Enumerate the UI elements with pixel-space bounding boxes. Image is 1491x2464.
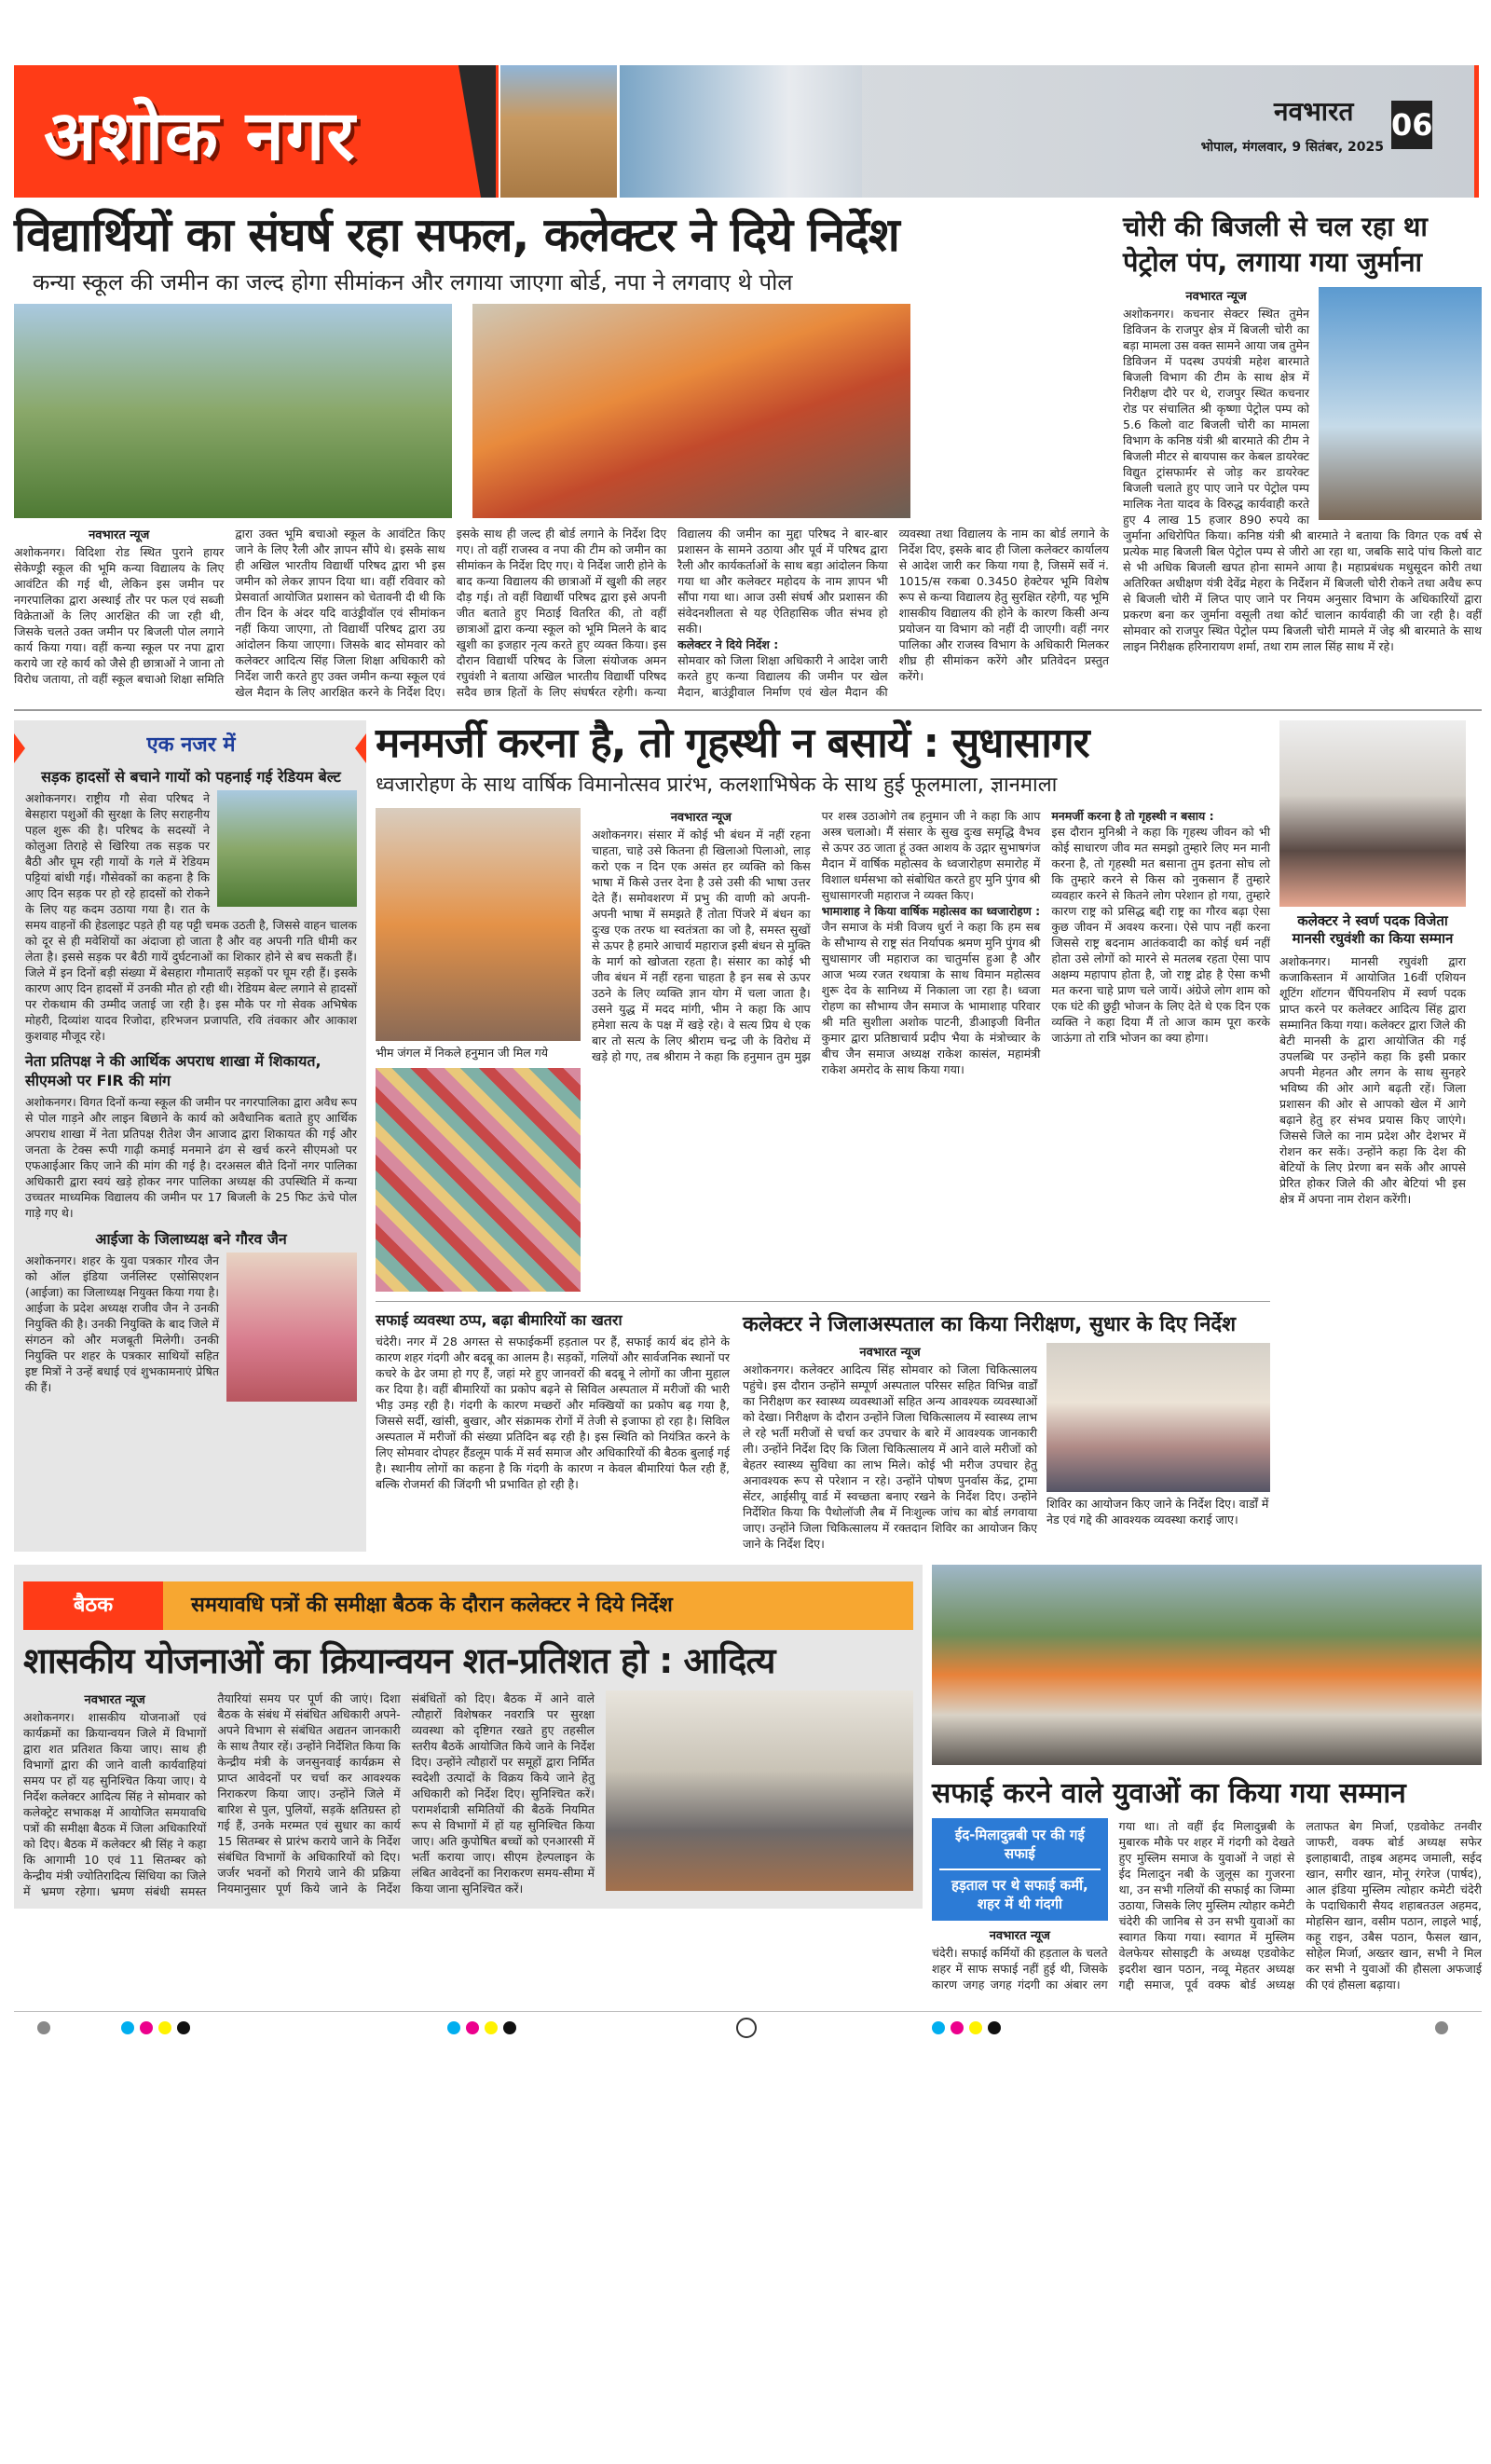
hospital-headline: कलेक्टर ने जिलाअस्पताल का किया निरीक्षण, सुधार के दिए निर्देश: [743, 1312, 1237, 1336]
yellow-swatch: [969, 2021, 982, 2034]
hospital-inspection-photo: [1046, 1343, 1270, 1492]
sermon-photo-caption: भीम जंगल में निकले हनुमान जी मिल गये: [376, 1045, 549, 1060]
masthead-rule: [1474, 65, 1479, 198]
dateline: भोपाल, मंगलवार, 9 सितंबर, 2025: [1200, 140, 1384, 155]
lead-subheadline: कन्या स्कूल की जमीन का जल्द होगा सीमांकन और लगाया जाएगा बोर्ड, नपा ने लगवाए थे पोल: [33, 268, 793, 295]
glance-item1-headline: सड़क हादसों से बचाने गायों को पहनाई गई रेडियम बेल्ट: [41, 767, 341, 786]
youth-group-photo: [932, 1565, 1482, 1765]
honor-text: [932, 1818, 1482, 1992]
electricity-body: अशोकनगर। कचनार सेक्टर स्थित तुमेन डिविजन के राजपुर क्षेत्र में बिजली चोरी का बड़ा मामला उस वक्त सामने आया जब तुमेन डिविजन में पदस्थ उपयंत्री महेश बारमाते बिजली विभाग की टीम के साथ क्षेत्र में निरीक्षण दौरे पर थे, राजपुर स्थित कचनार रोड पर संचालित श्री कृष्णा पेट्रोल पम्प को 5.6 किलो वाट बिजली चोरी का मामला विभाग के कनिष्ठ यंत्री श्री बारमाते की टीम ने बिजली मीटर से बायपास कर केबल डायरेक्ट विद्युत ट्रांसफार्मर से जोड़ कर डायरेक्ट बिजली चलाते हुए पाए जाने पर पेट्रोल पम्प मालिक नेता यादव के विरुद्ध कार्यवाही करते हुए 4 लाख 15 हजार 890 रुपये का जुर्माना अधिरोपित किया। कनिष्ठ यंत्री श्री बारमाते ने बताया कि विगत एक वर्ष से प्रत्येक माह बिजली बिल पेट्रोल पम्प से जीरो आ रहा था, जबकि सादे पांच किलो वाट से भी अधिक बिजली खपत होना सामने आया है। महाप्रबंधक मधुसूदन कोरी तथा अतिरिक्त अधीक्षण यंत्री देवेंद्र मेहरा के निर्देशन में बिजली चोरी रोकने तथा अवैध रूप से बिजली चोरी में लिप्त पाए जाने पर नियम अनुसार विभाग के अधिकारियों द्वारा प्रकरण बना कर जुर्माना वसूली तथा कोर्ट चालान कार्यवाही की जा रही है। वहीं सोमवार को राजपुर स्थित पेट्रोल पम्प बिजली चोरी मामले में जेइ श्री बारमाते के साथ लाइन निरीक्षक हरिनारायण शर्मा, तथा राम लाल सिंह साथ में रहे।: [1123, 307, 1482, 653]
monument-photo: [500, 65, 617, 198]
glance-title: एक नजर में: [146, 732, 236, 757]
black-swatch: [988, 2021, 1001, 2034]
lead-body-2: सोमवार को जिला शिक्षा अधिकारी ने आदेश जारी करते हुए कन्या विद्यालय की जमीन पर खेल मैदान, बाउंड्रीवाल निर्माण एवं खेल मैदान की व्यवस्था तथा विद्यालय के नाम का बोर्ड लगाने के निर्देश दिए, इसके बाद ही जिला कलेक्टर कार्यालय से आदेश जारी कर किया गया है, जिसमें सर्वे नं. 1015/स रकबा 0.3450 हेक्टेयर भूमि विशेष रूप से कन्या विद्यालय हेतु सुरक्षित रहेगी, यह भूमि शासकीय विद्यालय की होने के कारण किसी अन्य प्रयोजन या विभाग को नहीं दी जाएगी। वहीं नगर पालिका और राजस्व विभाग के अधिकारी मिलकर शीघ्र ही सीमांकन करेंगे और प्रतिवेदन प्रस्तुत करेंगे।: [677, 526, 1109, 699]
glance-item1-body: अशोकनगर। राष्ट्रीय गौ सेवा परिषद ने बेसहारा पशुओं की सुरक्षा के लिए सराहनीय पहल शुरू की है। परिषद के सदस्यों ने कोलुआ तिराहे से खिरिया तक सड़क पर बैठी और घूम रही गायों के गले में रेडियम पट्टियां बांधी गई। गौसेवकों का कहना है कि आए दिन सड़क पर हो रहे हादसों को रोकने के लिए यह कदम उठाया गया है। रात के समय वाहनों की हेडलाइट पड़ते ही यह पट्टी चमक उठती है, जिससे वाहन चालक को दूर से ही मवेशियों का अंदाजा हो जाता है और वह अपनी गति धीमी कर लेता है। इससे सड़क पर बैठी गायें दुर्घटनाओं का शिकार होने से बच सकती हैं। जिले में इन दिनों बड़ी संख्या में बेसहारा गौमाताएँ सड़कों पर घूम रही हैं। इसके कारण आए दिन हादसों में उनकी मौत हो रही थी। रेडियम बेल्ट लगाने से हादसों पर रोकथाम की उम्मीद जताई जा रही है। इस मौके पर गो सेवक अभिषेक मोहरी, दिव्यांश यादव रिजोदा, हरिभजन प्रजापति, रवि तंवकार और आकाश कुशवाह मौजूद रहे।: [25, 790, 357, 1043]
sanitation-headline: सफाई व्यवस्था ठप्प, बढ़ा बीमारियों का खतरा: [376, 1310, 622, 1329]
meeting-headline: शासकीय योजनाओं का क्रियान्वयन शत-प्रतिशत हो : आदित्य: [23, 1639, 775, 1681]
medal-winner-photo: [1279, 720, 1466, 907]
lead-story: [14, 209, 1109, 700]
glance-sidebar: [14, 720, 366, 1552]
black-swatch: [177, 2021, 190, 2034]
center-column: [366, 720, 1279, 1552]
electricity-headline: चोरी की बिजली से चल रहा था पेट्रोल पंप, लगाया गया जुर्माना: [1123, 211, 1428, 278]
meeting-kicker-bar: [23, 1581, 913, 1630]
bottom-row: [14, 1565, 1482, 1992]
yellow-swatch: [485, 2021, 498, 2034]
hospital-story: [743, 1309, 1270, 1552]
arrow-right-icon: [14, 733, 25, 763]
sermon-headline: मनमर्जी करना है, तो गृहस्थी न बसायें : सुधासागर: [376, 719, 1089, 767]
medal-body: अशोकनगर। मानसी रघुवंशी द्वारा कजाकिस्तान में आयोजित 16वीं एशियन शूटिंग शॉटगन चैंपियनशिप में स्वर्ण पदक प्राप्त करने पर कलेक्टर आदित्य सिंह द्वारा सम्मानित किया गया। कलेक्टर द्वारा जिले की बेटी मानसी के द्वारा आयोजित की गई उपलब्धि पर उन्होंने कहा कि इसी प्रकार अपनी मेहनत और लगन के साथ सुनहरे भविष्य की ओर आगे बढ़ती रहें। जिला प्रशासन की ओर से आपको खेल में आगे बढ़ाने हेतु हर संभव प्रयास किए जाएंगे। जिससे जिले का नाम प्रदेश और देशभर में रोशन कर सकें। उन्होंने कहा कि देश की बेटियों के लिए प्रेरणा बन सकें और आपसे प्रेरित होकर जिले की और बेटियां भी इस क्षेत्र में अपना नाम रोशन करेंगी।: [1279, 953, 1466, 1206]
monk-photo: [376, 808, 581, 1041]
lead-headline: विद्यार्थियों का संघर्ष रहा सफल, कलेक्टर ने दिये निर्देश: [14, 208, 899, 262]
section-title: अशोक नगर: [44, 96, 357, 176]
sermon-photo-column: [376, 808, 581, 1292]
middle-row: [14, 720, 1482, 1552]
sermon-subheadline: ध्वजारोहण के साथ वार्षिक विमानोत्सव प्रारंभ, कलशाभिषेक के साथ हुई फूलमाला, ज्ञानमाला: [376, 773, 1058, 798]
meeting-room-photo: [606, 1691, 913, 1891]
sermon-body-2: जैन समाज के मंत्री विजय धुर्रा ने कहा कि हम सब के सौभाग्य से राष्ट्र संत निर्यापक श्रमण मुनि पुंगव श्री सुधासागर जी महाराज का चातुर्मास हुआ है और आज भव्य रजत रथयात्रा के साथ विमान महोत्सव शुरू देव के सानिध्य में निकाला जा रहा है। ध्वजा रोहण का सौभाग्य जैन समाज के भामाशाह परिवार श्री मति सुशीला अशोक पाटनी, डीआइजी विनीत कुमार द्वारा प्रतिष्ठाचार्य प्रदीप भैया के मंत्रोच्चार के बीच जैन समाज अध्यक्ष राकेश कासंल, महामंत्री राकेश अमरोद के साथ किया गया।: [821, 919, 1041, 1076]
meeting-body: अशोकनगर। शासकीय योजनाओं एवं कार्यक्रमों का क्रियान्वयन जिले में विभागों द्वारा शत प्रतिशत किया जाए। साथ ही विभागों द्वारा की जाने वाली कार्यवाहियां समय पर हों यह सुनिश्चित किया जाए। ये निर्देश कलेक्टर आदित्य सिंह ने सोमवार को कलेक्ट्रेट सभाकक्ष में आयोजित समयावधि पत्रों की समीक्षा बैठक में जिला अधिकारियों को दिए। बैठक में कलेक्टर श्री सिंह ने कहा कि आगामी 10 एवं 11 सितम्बर को केन्द्रीय मंत्री ज्योतिरादित्य सिंधिया का जिले में भ्रमण रहेगा। भ्रमण संबंधी समस्त तैयारियां समय पर पूर्ण की जाएं। दिशा बैठक के संबंध में संबंधित अधिकारी अपने-अपने विभाग से संबंधित अद्यतन जानकारी के साथ तैयार रहें। उन्होंने निर्देशित किया कि केन्द्रीय मंत्री के जनसुनवाई कार्यक्रम से प्राप्त आवेदनों पर चर्चा कर आवश्यक निराकरण किया जाए। उन्होंने जिले में बारिश से पुल, पुलियों, सड़कें क्षतिग्रस्त हो गई हैं, उनके मरम्मत एवं सुधार का कार्य 15 सितम्बर से प्रारंभ कराये जाने के निर्देश संबंधित विभागों के अधिकारियों को दिए। जर्जर भवनों को गिराये जाने की प्रक्रिया नियमानुसार पूर्ण किये जाने के निर्देश संबंधितों को दिए। बैठक में आने वाले त्यौहारों विशेषकर नवरात्रि पर सुरक्षा व्यवस्था को दृष्टिगत रखते हुए तहसील स्तरीय बैठकें आयोजित किये जाने के निर्देश दिए। उन्होंने त्यौहारों पर समूहों द्वारा निर्मित स्वदेशी उत्पादों के विक्रय किये जाने हेतु अधिकारी को निर्देश दिए। सुनिश्चित करें। परामर्शदात्री समितियों की बैठकें नियमित रूप से विभागों में हों यह सुनिश्चित किया जाए। अति कुपोषित बच्चों को एनआरसी में भर्ती कराया जाए। सीएम हेल्पलाइन के लंबित आवेदनों का निराकरण समय-सीमा में किया जाना सुनिश्चित करें।: [23, 1691, 595, 1899]
honor-highlight-box: [932, 1818, 1108, 1921]
magenta-swatch: [951, 2021, 964, 2034]
honor-byline: नवभारत न्यूज: [989, 1928, 1050, 1943]
sermon-byline: नवभारत न्यूज: [670, 810, 732, 825]
lead-photos: [14, 304, 1109, 518]
students-dance-photo: [472, 304, 910, 518]
electricity-byline: नवभारत न्यूज: [1185, 290, 1247, 304]
masthead: [14, 65, 1482, 198]
hospital-photo-column: [1046, 1343, 1270, 1527]
meeting-text: [23, 1691, 595, 1899]
cyan-swatch: [932, 2021, 945, 2034]
gaurav-jain-photo: [226, 1253, 357, 1402]
honor-box-line1: ईद-मिलादुन्नबी पर की गई सफाई: [939, 1826, 1101, 1870]
magenta-swatch: [466, 2021, 479, 2034]
glance-item3-headline: आईजा के जिलाध्यक्ष बने गौरव जैन: [95, 1229, 287, 1248]
trim-line: [14, 2011, 1482, 2048]
divider: [14, 709, 1482, 711]
top-row: [14, 209, 1482, 700]
cyan-swatch: [447, 2021, 460, 2034]
lead-byline: नवभारत न्यूज: [89, 527, 150, 542]
women-congregation-photo: [376, 1068, 581, 1292]
electricity-story: [1123, 209, 1482, 654]
registration-mark: [37, 2021, 50, 2034]
meeting-kicker: समयावधि पत्रों की समीक्षा बैठक के दौरान कलेक्टर ने दिये निर्देश: [163, 1581, 913, 1630]
meeting-content: [23, 1691, 913, 1899]
lead-body: अशोकनगर। विदिशा रोड स्थित पुराने हायर सेकेण्ड्री स्कूल की भूमि कन्या विद्यालय के लिए आवंटित की गई थी, लेकिन इस जमीन पर नगरपालिका द्वारा अस्थाई तौर पर फल एवं सब्जी विक्रेताओं के लिए आरक्षित की जा रही थी, जिसके चलते उक्त जमीन पर बिजली पोल लगाने कार्य किया गया। वहीं कन्या स्कूल पर नपा द्वारा कराये जा रहे कार्य को जैसे ही छात्राओं ने जाना तो विरोध जताया, तो वहीं स्कूल बचाओ शिक्षा समिति द्वारा उक्त भूमि बचाओ स्कूल के आवंटित किए जाने के लिए रैली और ज्ञापन सौंपे थे। इसके साथ ही अखिल भारतीय विद्यार्थी परिषद द्वारा भी इस जमीन को लेकर ज्ञापन दिया था। वहीं रविवार को प्रेसवार्ता आयोजित प्रशासन को चेतावनी दी थी कि तीन दिन के अंदर यदि वाउंड्रीवॉल एवं सीमांकन नहीं किया जाएगा, तो विद्यार्थी परिषद द्वारा उग्र आंदोलन किया जाएगा। जिसके बाद सोमवार को कलेक्टर आदित्य सिंह जिला शिक्षा अधिकारी को निर्देश जारी करते हुए उक्त जमीन कन्या स्कूल एवं खेल मैदान के लिए आरक्षित करने के निर्देश दिए। इसके साथ ही जल्द ही बोर्ड लगाने के निर्देश दिए गए। तो वहीं राजस्व व नपा की टीम को जमीन का सीमांकन के निर्देश दिए गए। ये निर्देश जारी होने के बाद कन्या विद्यालय की छात्राओं में खुशी की लहर दौड़ गई। तो वहीं विद्यार्थी परिषद द्वारा इसे अपनी जीत बताते हुए मिठाई वितरित की, तो वहीं छात्राओं द्वारा कन्या स्कूल को भूमि मिलने के बाद खुशी का इजहार नृत्य करते हुए व्यक्त किया। इस दौरान विद्यार्थी परिषद के जिला संयोजक अमन रघुवंशी ने बताया अखिल भारतीय विद्यार्थी परिषद सदैव छात्र हितों के लिए संघर्षरत रहेगी। कन्या विद्यालय की जमीन का मुद्दा परिषद ने बार-बार प्रशासन के सामने उठाया और पूर्व में परिषद द्वारा रैली और कार्यकर्ताओं के साथ बड़ा आंदोलन किया गया था और कलेक्टर महोदय के नाम ज्ञापन भी सौंपा गया था। आज उसी संघर्ष और प्रशासन की संवेदनशीलता से यह ऐतिहासिक जीत संभव हो सकी।: [14, 526, 888, 699]
hospital-text: [743, 1343, 1037, 1552]
sanitation-story: [376, 1309, 730, 1492]
sermon-body-3: इस दौरान मुनिश्री ने कहा कि गृहस्थ जीवन को भी कोई साधारण जीव मत समझो तुम्हारे लिए मन मानी करना है, तो गृहस्थी मत बसाना तुम इतना सोच लो कि तुम्हारे करने से किस को नुकसान हैं तुम्हारे व्यवहार करने से कितने लोग परेशान हो गया, तुम्हारे कारण राष्ट्र को प्रसिद्ध बद्दी राष्ट्र का गौरव बढ़ा ऐसा कुछ जीवन में अवश्य करना। ऐसे पाप नहीं करना जिससे राष्ट्र बदनाम आतंकवादी का कोई धर्म नहीं होता उसे लोगों को मारने से मतलब रहता ऐसा पाप अक्षम्य महापाप होता है, जो राष्ट्र द्रोह है ऐसा कभी मत करना चाहे प्राण चले जायें। अंग्रेजे लोग शाम को एक घंटे की छुट्टी भोजन के लिए देते थे एक दिन एक व्यक्ति ने कहा दिया मैं तो आज काम पूरा करके जाऊंगा तो रात्रि भोजन का क्या होगा।: [1051, 824, 1270, 1045]
sermon-subhead-2: भामाशाह ने किया वार्षिक महोत्सव का ध्वजारोहण :: [821, 903, 1041, 918]
hospital-byline: नवभारत न्यूज: [859, 1345, 921, 1360]
honor-story: [932, 1565, 1482, 1992]
cyan-swatch: [121, 2021, 134, 2034]
temple-photo: [620, 65, 862, 198]
hospital-content: [743, 1343, 1270, 1552]
black-swatch: [503, 2021, 516, 2034]
cows-photo: [217, 790, 357, 907]
hospital-photo-caption: शिविर का आयोजन किए जाने के निर्देश दिए। वार्डों में नेड एवं गद्दे की आवश्यक व्यवस्था कराई जाए।: [1046, 1496, 1269, 1526]
students-rally-photo: [14, 304, 452, 518]
meeting-byline: नवभारत न्यूज: [84, 1693, 145, 1708]
sermon-body-row: [376, 808, 1270, 1292]
lead-text: [14, 526, 1109, 700]
medal-story: [1279, 720, 1466, 1552]
masthead-background: [836, 65, 1474, 198]
meeting-section: [14, 1565, 923, 1910]
honor-box-line2: हड़ताल पर थे सफाई कर्मी, शहर में थी गंदगी: [951, 1876, 1088, 1912]
arrow-left-icon: [355, 733, 366, 763]
glance-item3-body: अशोकनगर। शहर के युवा पत्रकार गौरव जैन को ऑल इंडिया जर्नलिस्ट एसोसिएशन (आईजा) का जिलाध्यक्ष नियुक्त किया गया है। आईजा के प्रदेश अध्यक्ष राजीव जैन ने उनकी नियुक्ति की है। उनकी नियुक्ति के बाद जिले में संगठन को और मजबूती मिलेगी। उनकी नियुक्ति पर शहर के पत्रकार साथियों सहित इष्ट मित्रों ने उन्हें बधाई एवं शुभकामनाएं प्रेषित की हैं।: [25, 1253, 219, 1394]
page-number: 06: [1391, 101, 1432, 149]
lower-center-row: [376, 1301, 1270, 1552]
medal-caption: कलेक्टर ने स्वर्ण पदक विजेता मानसी रघुवंशी का किया सम्मान: [1292, 911, 1454, 947]
yellow-swatch: [158, 2021, 171, 2034]
honor-body: चंदेरी। सफाई कर्मियों की हड़ताल के चलते शहर में साफ सफाई नहीं हुई थी, जिसके कारण जगह जगह गंदगी का अंबार लग गया था। तो वहीं ईद मिलादुन्नबी के मुबारक मौके पर शहर में गंदगी को देखते हुए मुस्लिम समाज के युवाओं ने जहां से ईद मिलादुन नबी के जुलूस का गुजरना था, उन सभी गलियों की सफाई का जिम्मा उठाया, जिसके लिए मुस्लिम त्योहार कमेटी चंदेरी की जानिब से उन सभी युवाओं का स्वागत किया गया। स्वागत में मुस्लिम वेलफेयर सोसाइटी के अध्यक्ष एडवोकेट इदरीश खान पठान, नव्वू मेहतर अध्यक्ष गद्दी समाज, पूर्व वक्फ बोर्ड अध्यक्ष लताफत बेग मिर्जा, एडवोकेट तनवीर जाफरी, वक्फ बोर्ड अध्यक्ष सफेर इलाहाबादी, ताइब अहमद जमाली, सईद खान, सगीर खान, मोनू रंगरेज (पार्षद), आल इंडिया मुस्लिम त्योहार कमेटी चंदेरी के पदाधिकारी सैयद शहाबतउल अहमद, मोहसिन खान, वसीम पठान, लाइले भाई, कहू राइन, उबैस पठान, फैसल खान, सोहेल मिर्जा, अख्तर खान, सभी ने मिल कर सभी ने युवाओं की हौसला अफजाई की एवं हौसला बढ़ाया।: [932, 1818, 1482, 1992]
glance-item2-headline: नेता प्रतिपक्ष ने की आर्थिक अपराध शाखा में शिकायत, सीएमओ पर FIR की मांग: [25, 1051, 321, 1089]
honor-headline: सफाई करने वाले युवाओं का किया गया सम्मान: [932, 1776, 1406, 1810]
meeting-tag: बैठक: [23, 1581, 163, 1630]
sermon-text: [592, 808, 1270, 1077]
sermon-body: अशोकनगर। संसार में कोई भी बंधन में नहीं रहना चाहता, चाहे उसे कितना ही खिलाओ पिलाओ, लाड़ करो एक न दिन एक असंत हर व्यक्ति को किस भाषा में किसे उत्तर देना है उसे उसी की भाषा उत्तर देते हैं। समोवशरण में प्रभु की वाणी को अपनी-अपनी भाषा में समझते हैं तोता पिंजरे में बंधन का दुःख एक तरफ था स्वतंत्रता का जो है, समस्त सुखों से ऊपर है हमारे आचार्य महाराज इसी बंधन से मुक्ति के मार्ग को खोजता रहता है। संसार का कोई भी जीव बंधन में नहीं रहना चाहता है इन सब से ऊपर उठने के लिए व्यक्ति ज्ञान योग में चला जाता है। उसने युद्ध में मदद मांगी, भीम ने कहा कि आप हमेशा सत्य के पक्ष में खड़े रहे। वे सत्य प्रिय थे एक बार तो सत्य के लिए श्रीराम चन्द्र जी के विरोध में खड़े हो गए, तब श्रीराम ने कहा कि हनुमान तुम मुझ पर शस्त्र उठाओगे तब हनुमान जी ने कहा कि आप अस्त्र चलाओ। मैं संसार के सुख दुःख समृद्धि वैभव से ऊपर उठ जाता हूं उक्त आशय के उद्गार सुभाषगंज मैदान में वार्षिक महोत्सव के ध्वजारोहण समारोह में विशाल धर्मसभा को संबोधित करते हुए मुनि पुंगव श्री सुधासागरजी महाराज ने व्यक्त किए।: [592, 808, 1041, 1063]
magenta-swatch: [140, 2021, 153, 2034]
crosshair-icon: [736, 2018, 757, 2038]
lead-subhead: कलेक्टर ने दिये निर्देश :: [677, 637, 779, 651]
sermon-subhead-3: मनमर्जी करना है तो गृहस्थी न बसाय :: [1051, 808, 1214, 823]
hospital-body: अशोकनगर। कलेक्टर आदित्य सिंह सोमवार को जिला चिकित्सालय पहुंचे। इस दौरान उन्होंने सम्पूर्ण अस्पताल परिसर सहित विभिन्न वार्डों का निरीक्षण कर स्वास्थ्य व्यवस्थाओं सहित अन्य आवश्यक व्यवस्थाओं को देखा। निरीक्षण के दौरान उन्होंने जिला चिकित्सालय में स्वास्थ्य लाभ ले रहे भर्ती मरीजों से चर्चा कर उपचार के बारे में आवश्यक जानकारी ली। उन्होंने निर्देश दिए कि जिला चिकित्सालय में आने वाले मरीजों को बेहतर स्वास्थ्य सुविधा का लाभ मिले। कोई भी मरीज उपचार हेतु अनावश्यक रूप से परेशान न रहे। उन्होंने पोषण पुनर्वास केंद्र, ट्रामा सेंटर, आईसीयू वार्ड में स्वच्छता बनाए रखने के निर्देश दिए। उन्होंने निर्देशित किया कि पैथोलॉजी लैब में निःशुल्क जांच का बोर्ड लगवाया जाए। उन्होंने जिला चिकित्सालय में रक्तदान शिविर का आयोजन किए जाने के निर्देश दिए।: [743, 1362, 1037, 1551]
newspaper-brand: नवभारत: [1274, 96, 1354, 127]
electric-pole-photo: [1319, 287, 1482, 520]
sanitation-body: चंदेरी। नगर में 28 अगस्त से सफाईकर्मी हड़ताल पर हैं, सफाई कार्य बंद होने के कारण शहर गंदगी और बदबू का आलम है। सड़कों, गलियों और सार्वजनिक स्थानों पर कचरे के ढेर जमा हो गए हैं, जहां मरे हुए जानवरों की बदबू ने लोगों का जीना मुहाल कर दिया है। वहीं बीमारियों का प्रकोप बढ़ने से सिविल अस्पताल में मरीजों की भारी भीड़ उमड़ रही है। गंदगी के कारण मच्छरों और मक्खियों का प्रकोप बढ़ गया है, जिससे सर्दी, खांसी, बुखार, और संक्रामक रोगों में तेजी से इजाफा हो रहा है। सिविल अस्पताल में मरीजों की संख्या प्रतिदिन बढ़ रही है। इस स्थिति को नियंत्रित करने के लिए सोमवार दोपहर हैंडलूम पार्क में सर्व समाज और अधिकारियों की बैठक बुलाई गई है। स्थानीय लोगों का कहना है कि गंदगी के कारण न केवल बीमारियां फैल रही हैं, बल्कि रोजमर्रा की जिंदगी भी प्रभावित हो रही है।: [376, 1334, 730, 1491]
registration-mark: [1435, 2021, 1448, 2034]
glance-item2-body: अशोकनगर। विगत दिनों कन्या स्कूल की जमीन पर नगरपालिका द्वारा अवैध रूप से पोल गाड़ने और लाइन बिछाने के कार्य को अवैधानिक बताते हुए आर्थिक अपराध शाखा में नेता प्रतिपक्ष रीतेश जैन आजाद द्वारा शिकायत की गई और जनता के टेक्स रूपी गाढ़ी कमाई मनमाने ढंग से खर्च करने सीएमओ पर एफआईआर किए जाने की मांग की गई है। दरअसल बीते दिनों नगर पालिका अधिकारी द्वारा स्वयं खड़े होकर नगर पालिका अध्यक्ष की उपस्थिति में कन्या उच्चतर माध्यमिक विद्यालय की जमीन पर 17 बिजली के 25 फिट ऊंचे पोल गाड़े गए थे।: [25, 1094, 357, 1220]
